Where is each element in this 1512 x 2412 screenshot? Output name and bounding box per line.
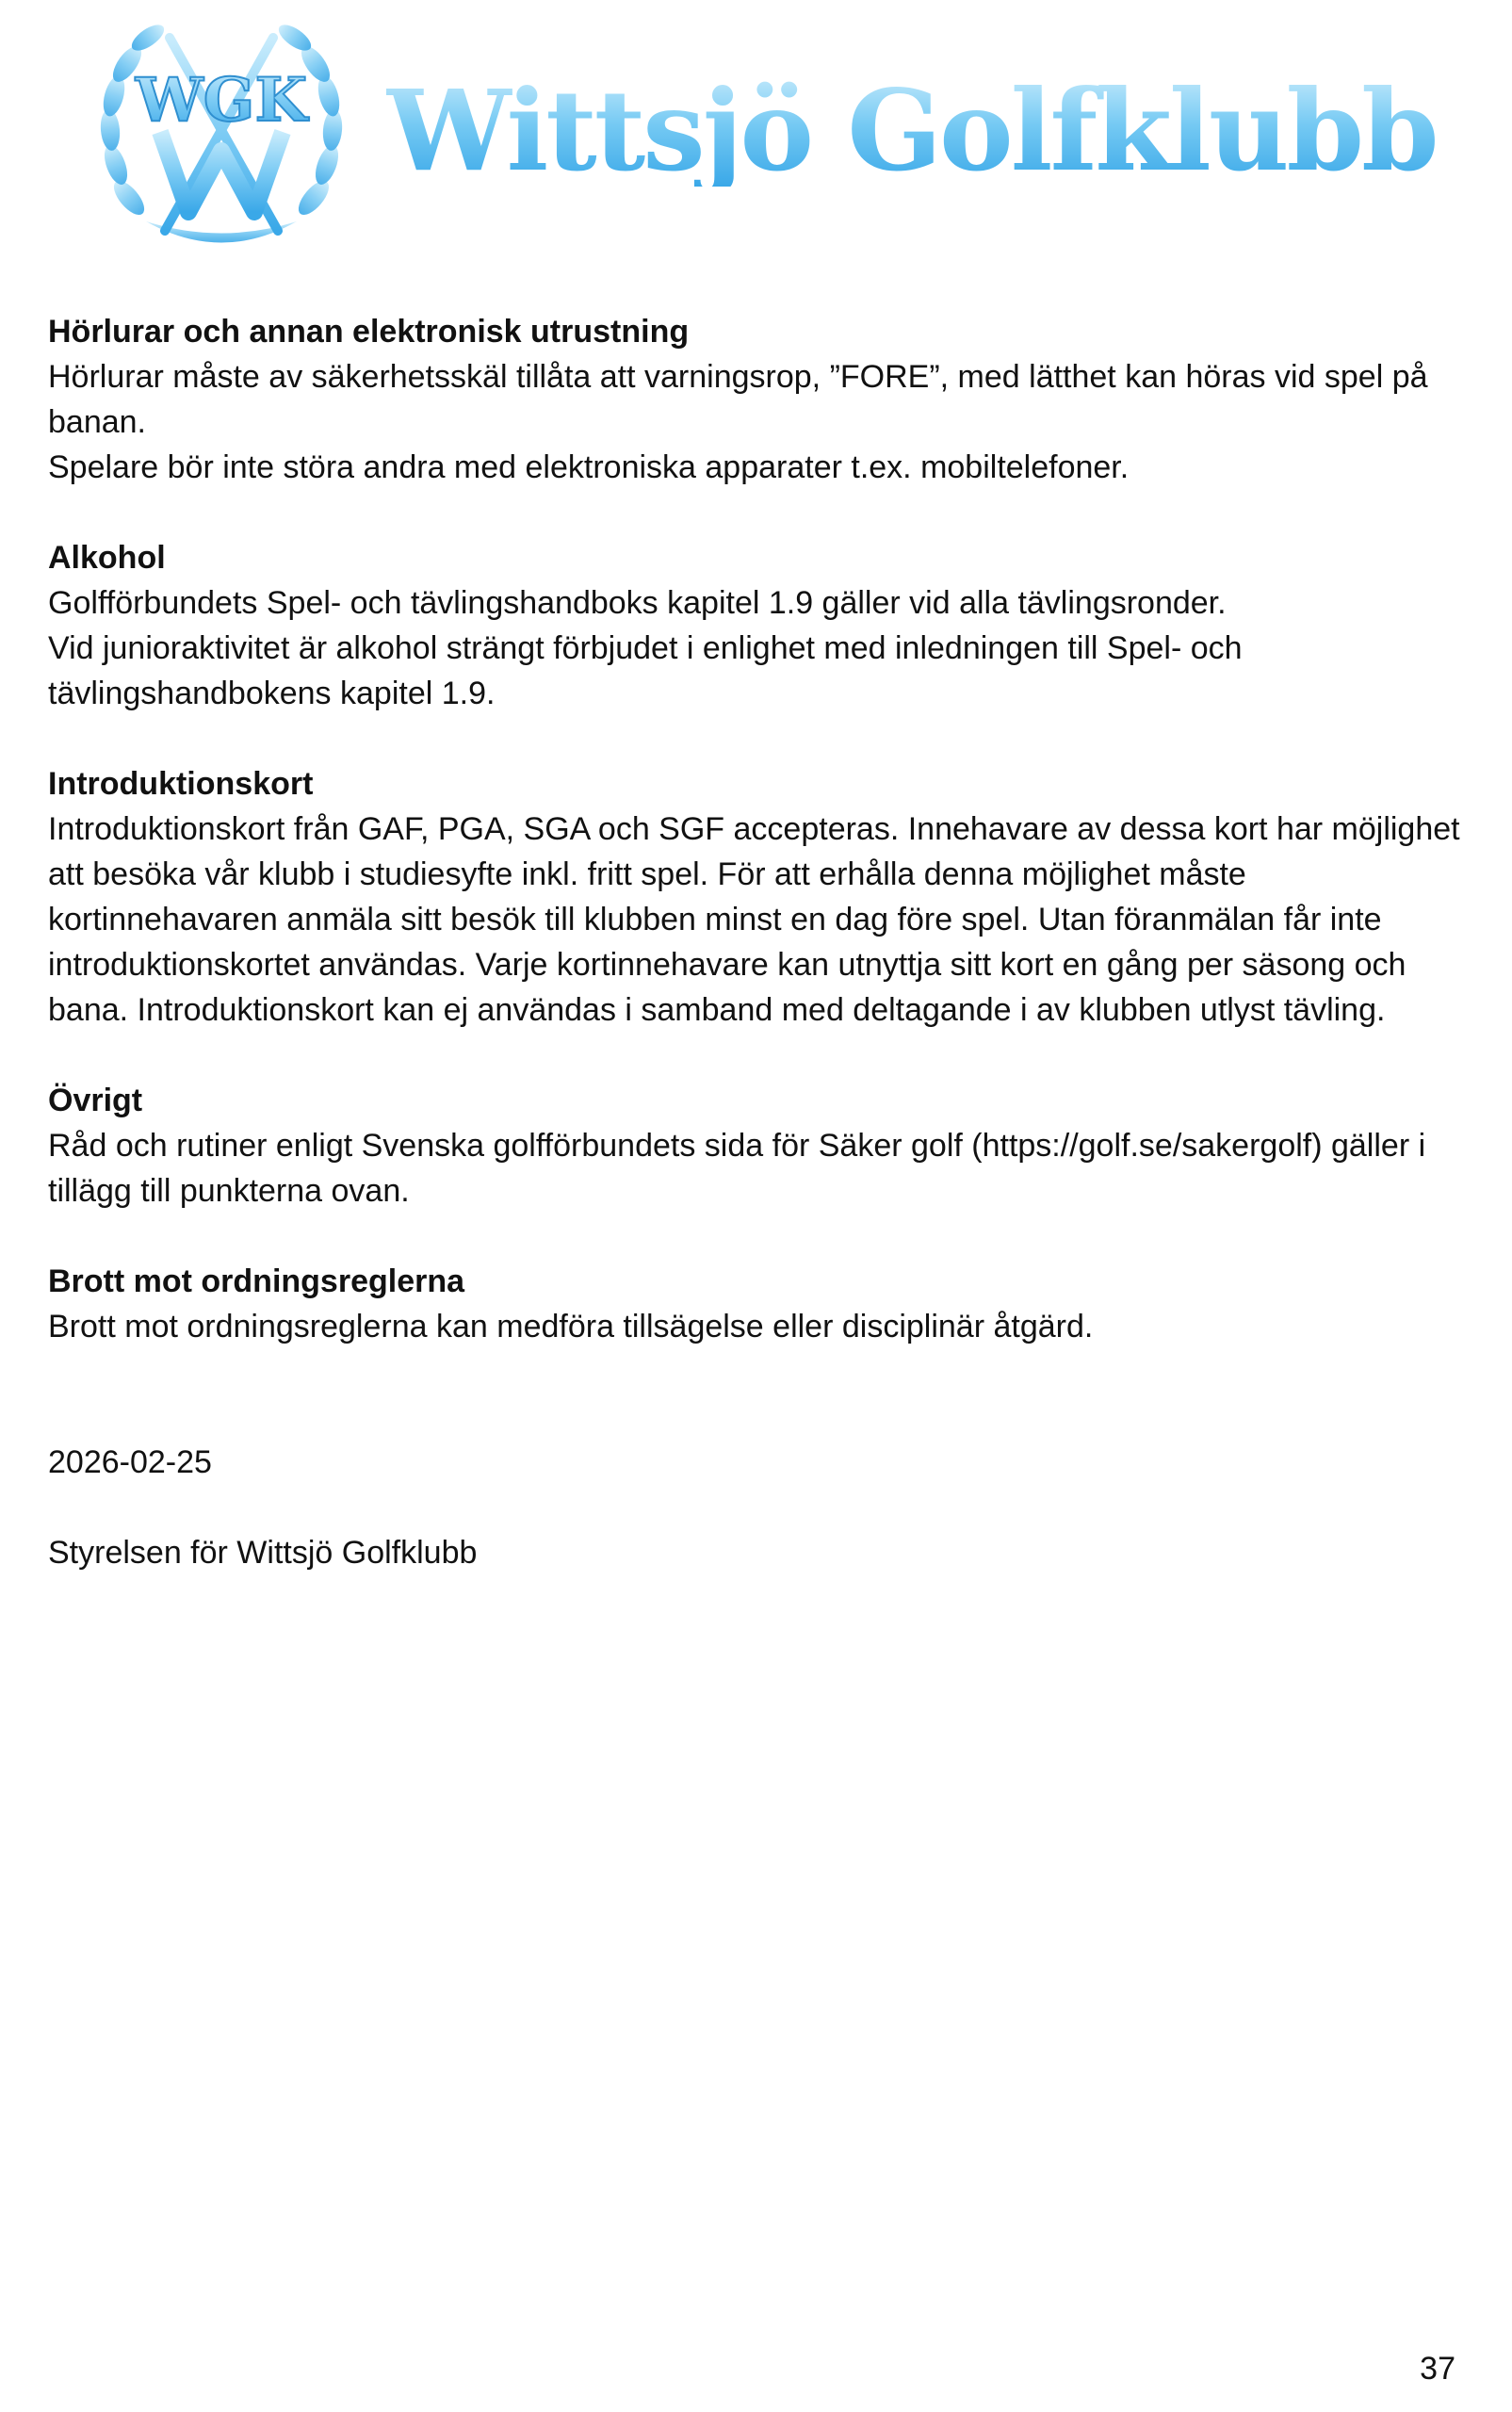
section-intro-card: [48, 761, 1461, 1033]
section-heading: Brott mot ordningsreglerna: [48, 1263, 465, 1299]
section-heading: Introduktionskort: [48, 766, 314, 802]
paragraph: Råd och rutiner enligt Svenska golfförbundets sida för Säker golf (https://golf.se/sakergolf) gäller i tillägg till punkterna ovan.: [48, 1128, 1426, 1209]
club-name-logo: Wittsjö Golfklubb: [386, 65, 1437, 196]
paragraph: Vid junioraktivitet är alkohol strängt förbjudet i enlighet med inledningen till Spel- och tävlingshandbokens kapitel 1.9.: [48, 630, 1243, 711]
emblem-letters: WGK: [135, 65, 308, 136]
paragraph: Golfförbundets Spel- och tävlingshandboks kapitel 1.9 gäller vid alla tävlingsronder.: [48, 585, 1227, 621]
page-number: 37: [1420, 2351, 1455, 2387]
section-heading: Alkohol: [48, 540, 166, 576]
club-emblem-icon: [89, 9, 353, 254]
paragraph: Introduktionskort från GAF, PGA, SGA och SGF accepteras. Innehavare av dessa kort har möjlighet att besöka vår klubb i studiesyfte inkl. fritt spel. För att erhålla denna möjlighet måste kortinnehavaren anmäla sitt besök till klubben minst en dag före spel. Utan föranmälan får inte introduktionskortet användas. Varje kortinnehavare kan utnyttja sitt kort en gång per säsong och bana. Introduktionskort kan ej användas i samband med deltagande i av klubben utlyst tävling.: [48, 811, 1460, 1028]
document-date: 2026-02-25: [48, 1444, 212, 1480]
paragraph: Hörlurar måste av säkerhetsskäl tillåta att varningsrop, ”FORE”, med lätthet kan höras vid spel på banan.: [48, 359, 1428, 440]
paragraph: Spelare bör inte störa andra med elektroniska apparater t.ex. mobiltelefoner.: [48, 449, 1130, 485]
document-body: [48, 309, 1461, 1575]
section-violations: [48, 1259, 1461, 1349]
page-header: [89, 9, 1437, 254]
signature: Styrelsen för Wittsjö Golfklubb: [48, 1535, 478, 1571]
section-other: [48, 1078, 1461, 1214]
section-alcohol: [48, 535, 1461, 716]
section-heading: Övrigt: [48, 1083, 143, 1118]
paragraph: Brott mot ordningsreglerna kan medföra tillsägelse eller disciplinär åtgärd.: [48, 1309, 1094, 1345]
section-headphones: [48, 309, 1461, 490]
section-heading: Hörlurar och annan elektronisk utrustning: [48, 314, 690, 350]
